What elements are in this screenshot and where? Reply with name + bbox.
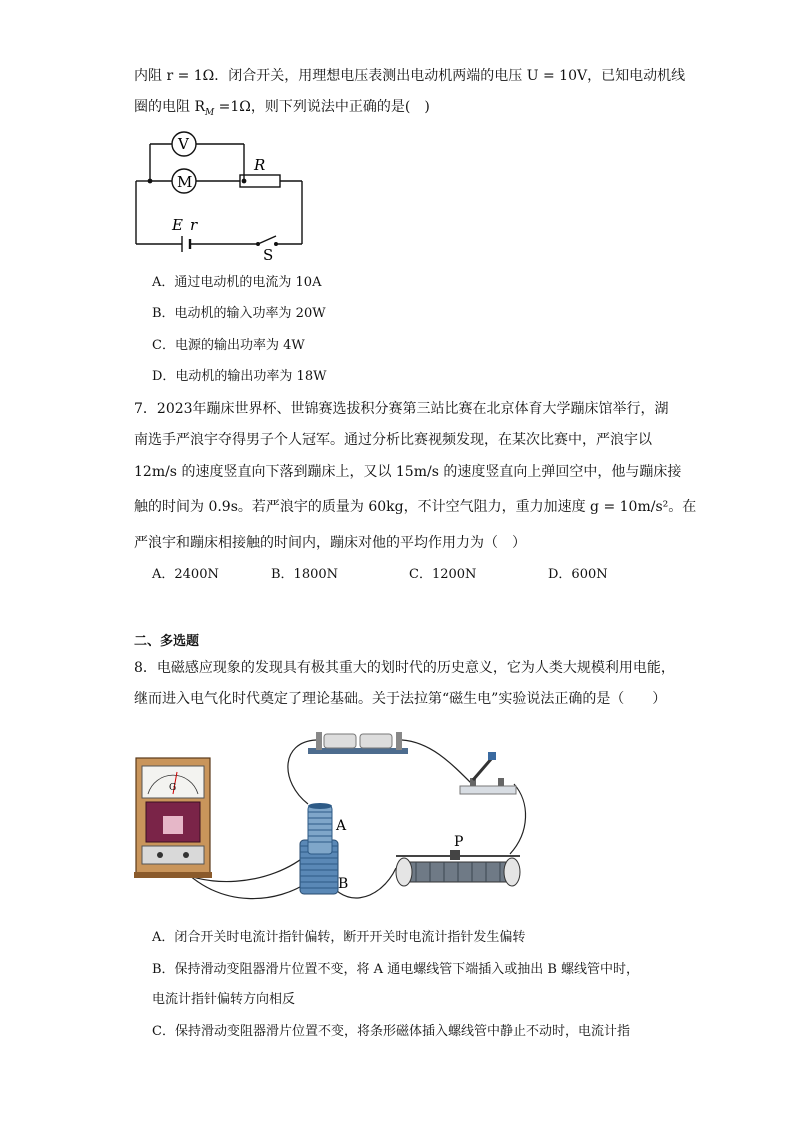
emf-label: E: [172, 216, 183, 234]
q6-text-line2-sub: M: [205, 107, 215, 118]
q7-text-line3: 12m/s 的速度竖直向下落到蹦床上，又以 15m/s 的速度竖直向上弹回空中，他与蹦床接: [134, 464, 682, 480]
q7-text-line1: 7．2023年蹦床世界杯、世锦赛选拔积分赛第三站比赛在北京体育大学蹦床馆举行，湖: [134, 401, 669, 417]
q6-text-line1: 内阻 r = 1Ω．闭合开关，用理想电压表测出电动机两端的电压 U = 10V，已知电动机线: [134, 68, 686, 84]
q7-option-a: A．2400N: [152, 567, 219, 582]
voltmeter-label: V: [178, 135, 189, 153]
sliding-rheostat: [396, 850, 520, 886]
q8-text-line2: 继而进入电气化时代奠定了理论基础。关于法拉第“磁生电”实验说法正确的是（ ）: [134, 691, 667, 707]
battery-holder: [308, 732, 408, 754]
q8-option-b: B．保持滑动变阻器滑片位置不变，将 A 通电螺线管下端插入或抽出 B 螺线管中时，: [152, 962, 640, 977]
q6-option-d: D．电动机的输出功率为 18W: [152, 369, 327, 384]
q6-option-b: B．电动机的输入功率为 20W: [152, 306, 326, 321]
q7-text-line4: 触的时间为 0.9s。若严浪宇的质量为 60kg，不计空气阻力，重力加速度 g = 10m/s²。在: [134, 499, 697, 515]
q8-option-b-continued: 电流计指针偏转方向相反: [152, 992, 296, 1007]
q6-text-line2-a: 圈的电阻 R: [134, 99, 205, 115]
q7-option-b: B．1800N: [271, 567, 339, 582]
q8-option-a: A．闭合开关时电流计指针偏转，断开开关时电流计指针发生偏转: [152, 930, 526, 945]
faraday-experiment-figure: [130, 722, 550, 914]
slider-label: P: [454, 834, 464, 850]
q6-option-c: C．电源的输出功率为 4W: [152, 338, 305, 353]
motor-label: M: [177, 173, 193, 191]
q7-option-c: C．1200N: [409, 567, 477, 582]
galvanometer-label: G: [169, 783, 177, 793]
resistor-label: R: [254, 156, 266, 174]
coil-b-label: B: [338, 876, 349, 892]
galvanometer: [134, 758, 212, 878]
q8-text-line1: 8．电磁感应现象的发现具有极其重大的划时代的历史意义，它为人类大规模利用电能，: [134, 660, 675, 676]
q6-text-line2-b: =1Ω，则下列说法中正确的是( ): [214, 99, 430, 115]
q8-option-c: C．保持滑动变阻器滑片位置不变，将条形磁体插入螺线管中静止不动时，电流计指: [152, 1024, 630, 1039]
q7-text-line2: 南选手严浪宇夺得男子个人冠军。通过分析比赛视频发现，在某次比赛中，严浪宇以: [134, 432, 652, 448]
section-heading: 二、多选题: [134, 634, 200, 649]
internal-resistance-label: r: [190, 216, 198, 234]
coil-a: [308, 803, 332, 854]
switch-label: S: [263, 246, 274, 264]
circuit-diagram: [130, 126, 310, 264]
q7-text-line5: 严浪宇和蹦床相接触的时间内，蹦床对他的平均作用力为（ ）: [134, 535, 526, 551]
q6-text-line2: [134, 97, 430, 123]
q7-option-d: D．600N: [548, 567, 608, 582]
knife-switch: [460, 752, 516, 794]
coil-a-label: A: [336, 818, 347, 834]
q6-option-a: A．通过电动机的电流为 10A: [152, 275, 322, 290]
